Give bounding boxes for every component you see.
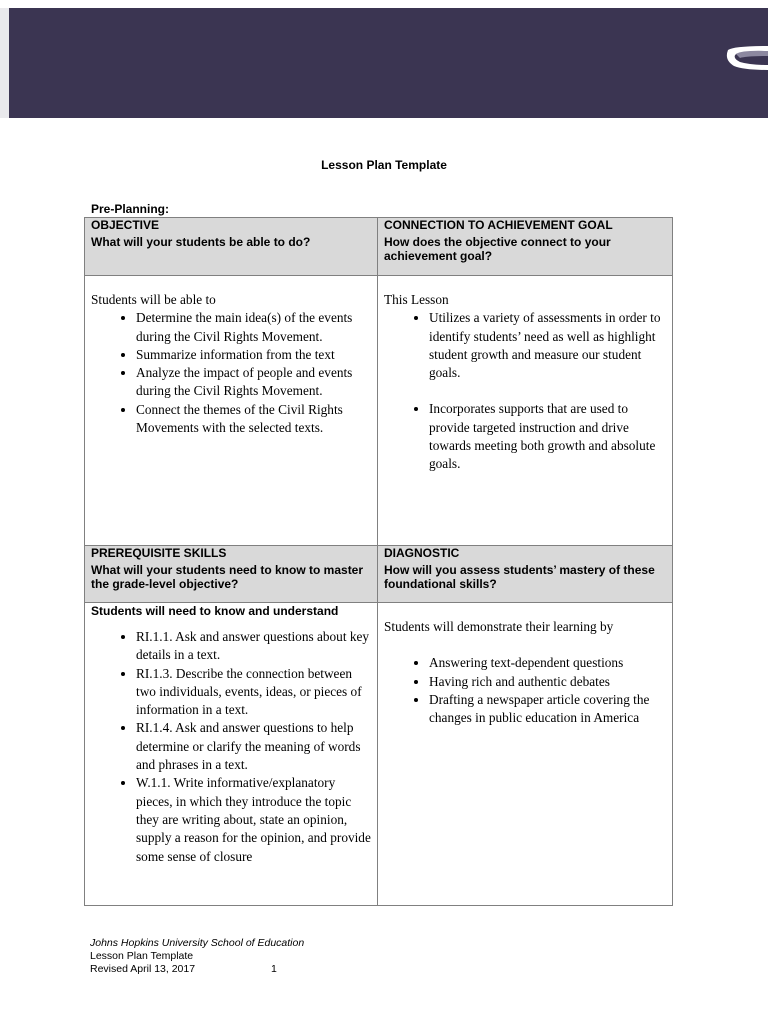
banner-edge	[0, 8, 9, 118]
connection-list	[384, 309, 666, 473]
list-item: • Incorporates supports that are used to provide targeted instruction and drive towards meeting both growth and absolute goals.	[429, 400, 666, 473]
page-title: Lesson Plan Template	[321, 158, 447, 172]
list-item: • RI.1.1. Ask and answer questions about key details in a text.	[136, 628, 371, 665]
list-item: • W.1.1. Write informative/explanatory pieces, in which they introduce the topic they are writing about, state an opinion, supply a reason for the opinion, and provide some sense of closure	[136, 774, 371, 865]
objective-question: What will your students be able to do?	[91, 235, 311, 249]
diagnostic-header	[378, 546, 673, 603]
objective-body	[85, 276, 378, 546]
list-item: • RI.1.3. Describe the connection between two individuals, events, ideas, or pieces of information in a text.	[136, 665, 371, 720]
prerequisite-list	[91, 628, 371, 866]
prerequisite-header	[85, 546, 378, 603]
prerequisite-heading: PREREQUISITE SKILLS	[91, 546, 227, 560]
page-footer	[90, 937, 304, 976]
objective-list	[91, 309, 371, 437]
header-banner	[9, 8, 768, 118]
connection-question: How does the objective connect to your achievement goal?	[384, 235, 611, 263]
university-logo-icon	[722, 38, 768, 78]
diagnostic-heading: DIAGNOSTIC	[384, 546, 460, 560]
lesson-plan-table	[84, 217, 673, 906]
prerequisite-intro: Students will need to know and understand	[91, 604, 339, 618]
footer-revised: Revised April 13, 2017	[90, 963, 196, 975]
diagnostic-body	[378, 603, 673, 906]
diagnostic-intro: Students will demonstrate their learning by	[384, 619, 614, 634]
list-item: • Determine the main idea(s) of the events during the Civil Rights Movement.	[136, 309, 371, 346]
list-item: • Analyze the impact of people and events during the Civil Rights Movement.	[136, 364, 371, 401]
list-item: • Drafting a newspaper article covering the changes in public education in America	[429, 691, 666, 728]
prerequisite-question: What will your students need to know to master the grade-level objective?	[91, 563, 364, 591]
page-number: 1	[271, 963, 277, 975]
list-item: • Utilizes a variety of assessments in order to identify students’ need as well as highlight student growth and measure our student goals.	[429, 309, 666, 382]
list-item: • RI.1.4. Ask and answer questions to help determine or clarify the meaning of words and phrases in a text.	[136, 719, 371, 774]
section-heading: Pre-Planning:	[91, 202, 170, 216]
connection-header	[378, 218, 673, 276]
diagnostic-list	[384, 654, 666, 727]
objective-header	[85, 218, 378, 276]
list-item: • Answering text-dependent questions	[429, 654, 666, 672]
footer-school: Johns Hopkins University School of Education	[90, 937, 305, 949]
list-item: • Having rich and authentic debates	[429, 673, 666, 691]
connection-intro: This Lesson	[384, 292, 449, 307]
objective-intro: Students will be able to	[91, 292, 216, 307]
connection-body	[378, 276, 673, 546]
list-item: • Connect the themes of the Civil Rights Movements with the selected texts.	[136, 401, 371, 438]
list-item: • Summarize information from the text	[136, 346, 371, 364]
prerequisite-body	[85, 603, 378, 906]
objective-heading: OBJECTIVE	[91, 218, 160, 232]
connection-heading: CONNECTION TO ACHIEVEMENT GOAL	[384, 218, 613, 232]
footer-doc-name: Lesson Plan Template	[90, 950, 194, 962]
diagnostic-question: How will you assess students’ mastery of these foundational skills?	[384, 563, 655, 591]
